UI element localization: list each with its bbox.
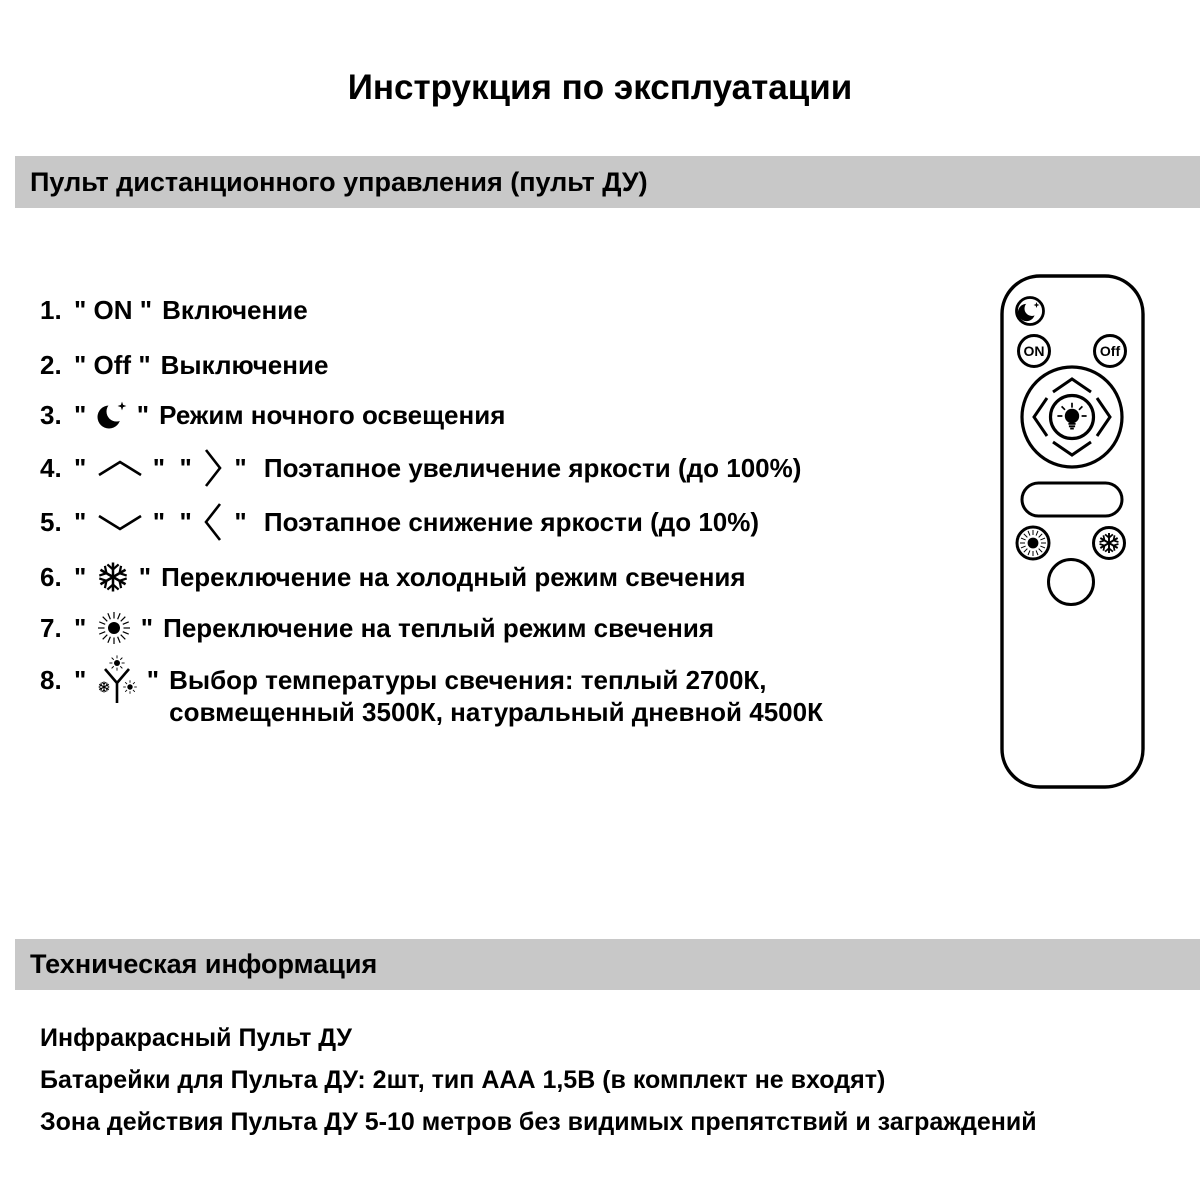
chevron-up-icon <box>96 452 144 484</box>
moon-icon <box>96 399 128 431</box>
section-header-tech-label: Техническая информация <box>30 949 378 979</box>
item-button-reference <box>74 664 159 696</box>
quote-mark: " <box>74 453 94 483</box>
quote-mark: " <box>74 665 94 695</box>
item-number: 1. <box>40 295 62 325</box>
instruction-item-8 <box>40 664 823 728</box>
chevron-left-icon <box>201 506 225 538</box>
item-description: Выбор температуры свечения: теплый 2700К, совмещенный 3500К, натуральный дневной 4500К <box>169 665 823 727</box>
warm-sun-icon <box>1020 530 1046 556</box>
remote-control-diagram <box>995 268 1155 798</box>
quote-mark: " <box>131 562 152 592</box>
item-number: 8. <box>40 665 62 695</box>
item-button-reference <box>74 561 151 593</box>
quote-mark: " <box>74 613 94 643</box>
section-header-remote <box>15 156 1200 208</box>
item-description: Включение <box>162 295 308 325</box>
item-description: Переключение на теплый режим свечения <box>163 613 715 643</box>
quote-mark: " ON " <box>74 295 153 325</box>
item-button-reference <box>74 506 247 538</box>
page-title: Инструкция по эксплуатации <box>347 68 853 107</box>
quote-mark: " <box>133 613 154 643</box>
instruction-item-3 <box>40 399 505 431</box>
quote-mark: " " <box>145 453 200 483</box>
item-number: 7. <box>40 613 62 643</box>
quote-mark: " <box>227 453 247 483</box>
warm-mode-button <box>1017 527 1049 559</box>
tech-info-line: Зона действия Пульта ДУ 5-10 метров без видимых препятствий и заграждений <box>40 1108 1037 1136</box>
quote-mark: " <box>129 400 150 430</box>
item-button-reference <box>74 294 152 326</box>
quote-mark: " <box>74 507 94 537</box>
item-number: 6. <box>40 562 62 592</box>
quote-mark: " <box>227 507 247 537</box>
warm-sun-icon <box>96 612 132 644</box>
chevron-right-icon <box>201 452 225 484</box>
tech-info-line: Инфракрасный Пульт ДУ <box>40 1024 352 1052</box>
quote-mark: " <box>74 562 94 592</box>
section-header-tech <box>15 939 1200 990</box>
svg-text:ON: ON <box>1023 343 1045 359</box>
item-description: Переключение на холодный режим свечения <box>161 562 746 592</box>
tech-info-line: Батарейки для Пульта ДУ: 2шт, тип ААА 1,5В (в комплект не входят) <box>40 1066 886 1094</box>
quote-mark: " " <box>145 507 200 537</box>
item-description: Поэтапное увеличение яркости (до 100%) <box>256 453 802 483</box>
instruction-item-1 <box>40 294 308 326</box>
item-number: 5. <box>40 507 62 537</box>
item-number: 4. <box>40 453 62 483</box>
instruction-item-5 <box>40 506 759 538</box>
quote-mark: " Off " <box>74 350 151 380</box>
item-number: 2. <box>40 350 62 380</box>
item-description: Режим ночного освещения <box>159 400 506 430</box>
item-number: 3. <box>40 400 62 430</box>
svg-text:Off: Off <box>1099 343 1121 359</box>
item-button-reference <box>74 349 151 381</box>
section-header-remote-label: Пульт дистанционного управления (пульт ДУ) <box>30 167 648 197</box>
instruction-item-4 <box>40 452 801 484</box>
snowflake-icon <box>96 561 130 593</box>
quote-mark: " <box>139 665 160 695</box>
instruction-item-2 <box>40 349 328 381</box>
item-description: Выключение <box>160 350 329 380</box>
quote-mark: " <box>74 400 94 430</box>
instruction-item-6 <box>40 561 746 593</box>
item-button-reference <box>74 452 247 484</box>
color-temp-icon <box>96 664 138 696</box>
item-description: Поэтапное снижение яркости (до 10%) <box>256 507 760 537</box>
chevron-down-icon <box>96 506 144 538</box>
item-button-reference <box>74 612 153 644</box>
item-button-reference <box>74 399 149 431</box>
instruction-item-7 <box>40 612 714 644</box>
